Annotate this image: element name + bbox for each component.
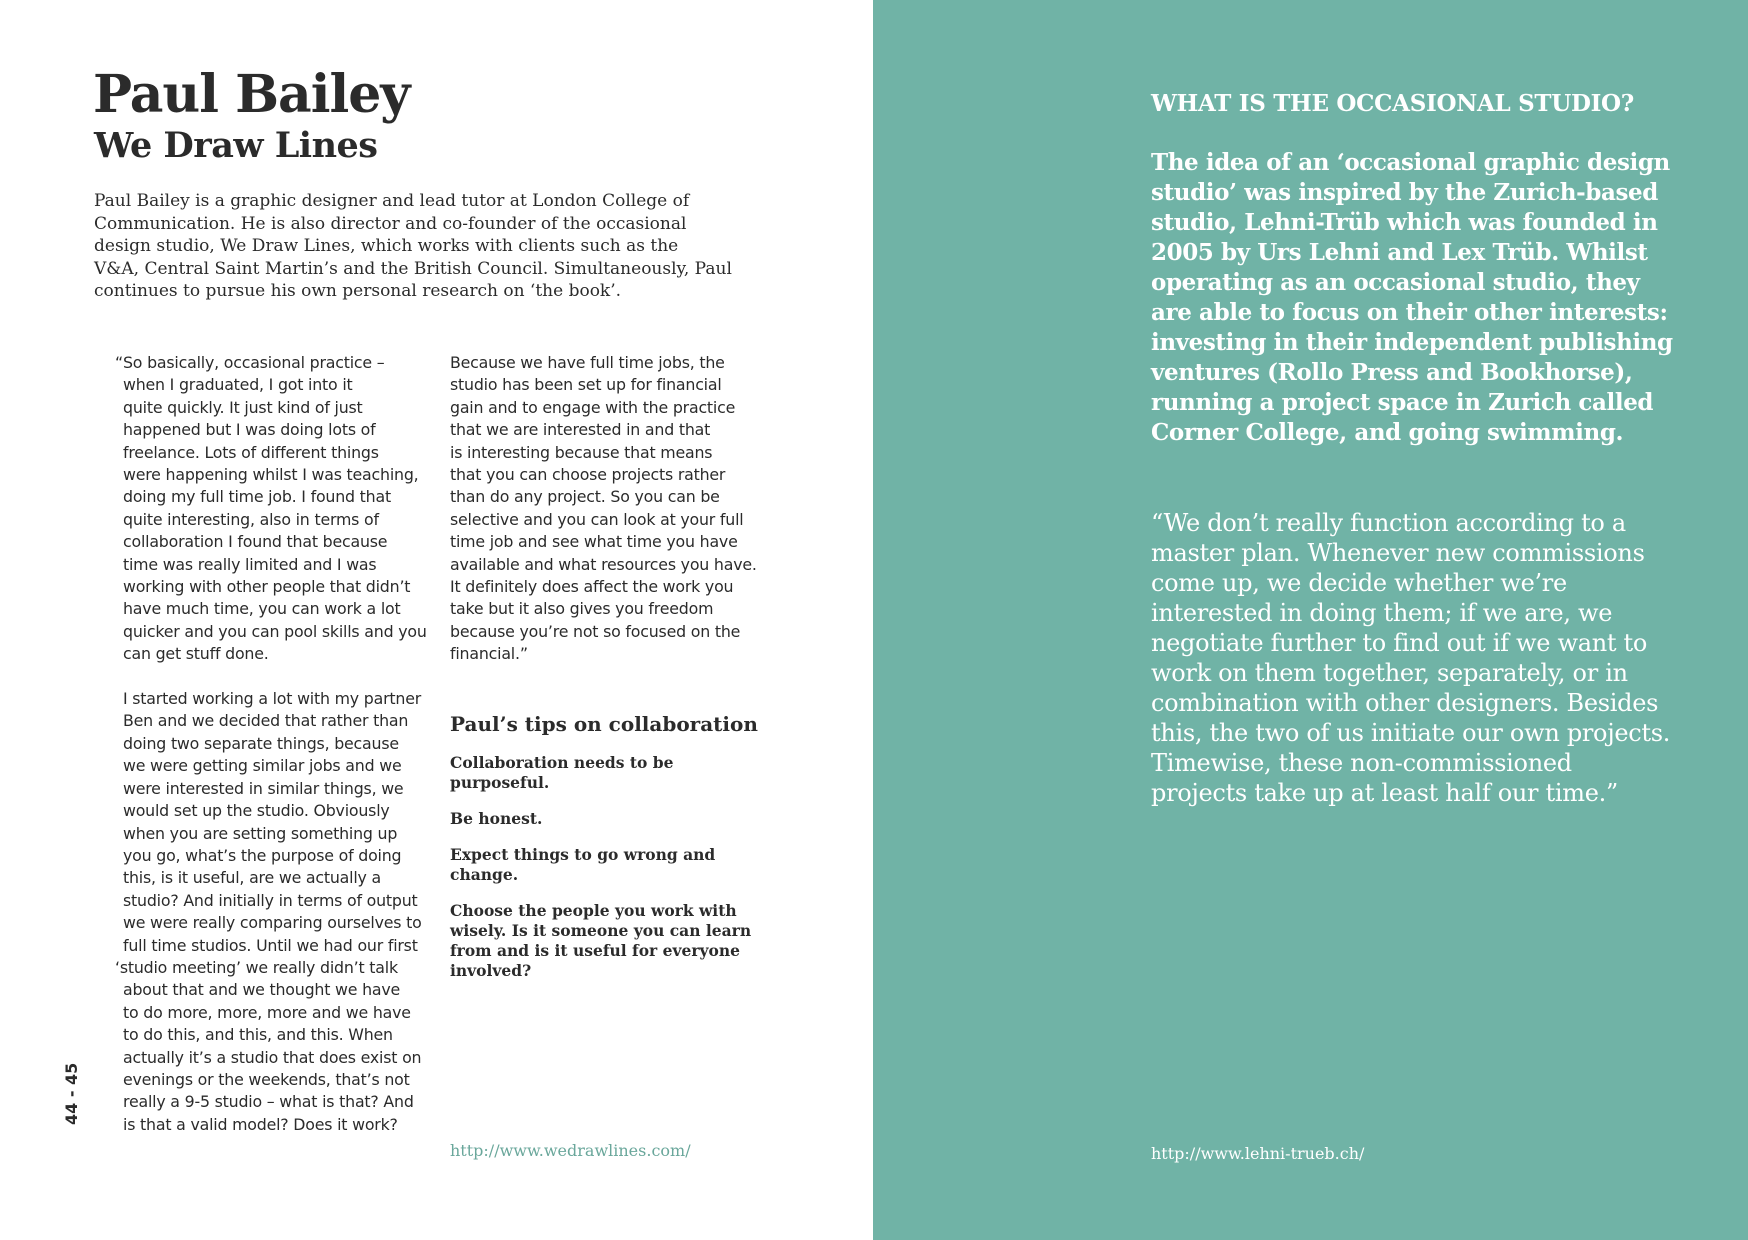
interview-line: have much time, you can work a lot bbox=[123, 599, 401, 619]
intro-line: V&A, Central Saint Martin’s and the British Council. Simultaneously, Paul bbox=[94, 258, 732, 279]
interview-line: were happening whilst I was teaching, bbox=[123, 465, 419, 485]
sidebar-body-line: studio, Lehni-Trüb which was founded in bbox=[1151, 209, 1658, 236]
sidebar-body bbox=[1151, 148, 1691, 448]
tip-line: Expect things to go wrong and bbox=[450, 845, 716, 864]
intro-line: design studio, We Draw Lines, which works with clients such as the bbox=[94, 236, 679, 256]
sidebar-quote-line: “We don’t really function according to a bbox=[1151, 509, 1626, 537]
interview-line: working with other people that didn’t bbox=[123, 577, 411, 597]
interview-line: that we are interested in and that bbox=[450, 420, 711, 440]
interview-line: full time studios. Until we had our first bbox=[123, 935, 418, 955]
sidebar-body-line: The idea of an ‘occasional graphic design bbox=[1151, 149, 1670, 176]
interview-line: available and what resources you have. bbox=[450, 554, 757, 574]
tip-item bbox=[450, 901, 780, 981]
interview-line: really a 9-5 studio – what is that? And bbox=[123, 1092, 414, 1112]
interview-line: actually it’s a studio that does exist on bbox=[123, 1047, 422, 1067]
interview-line: freelance. Lots of different things bbox=[123, 442, 379, 462]
interview-column-right bbox=[450, 352, 780, 666]
interview-line: quite interesting, also in terms of bbox=[123, 509, 379, 529]
interview-line: Ben and we decided that rather than bbox=[123, 711, 409, 731]
tip-line: involved? bbox=[450, 961, 532, 980]
sidebar-body-line: operating as an occasional studio, they bbox=[1151, 269, 1640, 296]
interview-line: Because we have full time jobs, the bbox=[450, 353, 725, 372]
interview-line: time was really limited and I was bbox=[123, 554, 377, 574]
intro-line: Communication. He is also director and co-founder of the occasional bbox=[94, 213, 687, 234]
sidebar-quote bbox=[1151, 508, 1711, 808]
interview-line: to do this, and this, and this. When bbox=[123, 1025, 393, 1045]
sidebar-body-line: ventures (Rollo Press and Bookhorse), bbox=[1151, 359, 1633, 386]
sidebar-body-line: investing in their independent publishing bbox=[1151, 329, 1673, 356]
interview-line: I started working a lot with my partner bbox=[123, 689, 422, 709]
interview-line: quicker and you can pool skills and you bbox=[123, 621, 427, 641]
page-title: Paul Bailey bbox=[93, 64, 410, 125]
interview-line: than do any project. So you can be bbox=[450, 487, 720, 507]
intro-paragraph bbox=[94, 190, 774, 303]
interview-line: happened but I was doing lots of bbox=[123, 420, 376, 440]
sidebar-quote-line: Timewise, these non-commissioned bbox=[1151, 749, 1572, 777]
sidebar-quote-line: combination with other designers. Besides bbox=[1151, 689, 1659, 717]
sidebar-body-line: studio’ was inspired by the Zurich-based bbox=[1151, 179, 1658, 206]
interview-line: doing my full time job. I found that bbox=[123, 487, 391, 507]
page-number: 44 - 45 bbox=[62, 1062, 81, 1125]
interview-line: studio has been set up for financial bbox=[450, 375, 722, 395]
interview-line: doing two separate things, because bbox=[123, 733, 399, 753]
interview-line: is that a valid model? Does it work? bbox=[123, 1114, 398, 1134]
tip-line: change. bbox=[450, 865, 519, 884]
tips-list bbox=[450, 753, 780, 997]
sidebar-quote-line: come up, we decide whether we’re bbox=[1151, 569, 1567, 597]
interview-line: It definitely does affect the work you bbox=[450, 577, 734, 597]
interview-line: we were getting similar jobs and we bbox=[123, 756, 402, 776]
interview-line: collaboration I found that because bbox=[123, 532, 388, 552]
paragraph-gap bbox=[123, 666, 443, 688]
sidebar-heading: WHAT IS THE OCCASIONAL STUDIO? bbox=[1151, 90, 1634, 117]
sidebar-quote-line: interested in doing them; if we are, we bbox=[1151, 599, 1613, 627]
sidebar-quote-line: work on them together, separately, or in bbox=[1151, 659, 1628, 687]
interview-line: we were really comparing ourselves to bbox=[123, 913, 422, 933]
interview-line: is interesting because that means bbox=[450, 442, 713, 462]
tip-line: Collaboration needs to be bbox=[450, 753, 674, 772]
tips-heading: Paul’s tips on collaboration bbox=[450, 712, 758, 736]
wedrawlines-link[interactable]: http://www.wedrawlines.com/ bbox=[450, 1141, 691, 1160]
sidebar-body-line: running a project space in Zurich called bbox=[1151, 389, 1654, 416]
sidebar-body-line: Corner College, and going swimming. bbox=[1151, 419, 1624, 446]
interview-line: “So basically, occasional practice – bbox=[115, 353, 385, 372]
interview-line: studio? And initially in terms of output bbox=[123, 890, 418, 910]
tip-line: Choose the people you work with bbox=[450, 901, 737, 920]
tip-line: Be honest. bbox=[450, 809, 543, 828]
sidebar-quote-line: master plan. Whenever new commissions bbox=[1151, 539, 1645, 567]
sidebar-quote-line: projects take up at least half our time.” bbox=[1151, 779, 1618, 807]
interview-line: this, is it useful, are we actually a bbox=[123, 868, 381, 888]
tip-line: wisely. Is it someone you can learn bbox=[450, 921, 752, 940]
tip-item bbox=[450, 845, 780, 885]
tip-item bbox=[450, 809, 780, 829]
interview-line: when I graduated, I got into it bbox=[123, 375, 353, 395]
page-subtitle: We Draw Lines bbox=[94, 125, 378, 166]
sidebar-quote-line: this, the two of us initiate our own projects. bbox=[1151, 719, 1671, 747]
sidebar-quote-line: negotiate further to find out if we want to bbox=[1151, 629, 1648, 657]
interview-line: because you’re not so focused on the bbox=[450, 621, 741, 641]
interview-line: when you are setting something up bbox=[123, 823, 398, 843]
interview-line: evenings or the weekends, that’s not bbox=[123, 1069, 410, 1089]
interview-line: about that and we thought we have bbox=[123, 980, 401, 1000]
tip-item bbox=[450, 753, 780, 793]
intro-line: Paul Bailey is a graphic designer and lead tutor at London College of bbox=[94, 191, 690, 211]
left-page bbox=[0, 0, 873, 1240]
interview-line: gain and to engage with the practice bbox=[450, 397, 736, 417]
intro-line: continues to pursue his own personal research on ‘the book’. bbox=[94, 281, 622, 301]
interview-line: time job and see what time you have bbox=[450, 532, 738, 552]
interview-line: were interested in similar things, we bbox=[123, 778, 404, 798]
interview-line: that you can choose projects rather bbox=[450, 465, 726, 485]
interview-line: to do more, more, more and we have bbox=[123, 1002, 411, 1022]
sidebar-body-line: 2005 by Urs Lehni and Lex Trüb. Whilst bbox=[1151, 239, 1648, 266]
interview-line: selective and you can look at your full bbox=[450, 509, 744, 529]
lehni-trueb-link[interactable]: http://www.lehni-trueb.ch/ bbox=[1151, 1144, 1365, 1163]
interview-line: financial.” bbox=[450, 644, 528, 664]
interview-line: take but it also gives you freedom bbox=[450, 599, 714, 619]
sidebar-body-line: are able to focus on their other interests: bbox=[1151, 299, 1668, 326]
tip-line: purposeful. bbox=[450, 773, 550, 792]
interview-line: would set up the studio. Obviously bbox=[123, 801, 390, 821]
interview-line: can get stuff done. bbox=[123, 644, 269, 664]
interview-line: quite quickly. It just kind of just bbox=[123, 397, 363, 417]
interview-column-left bbox=[115, 352, 443, 1136]
tip-line: from and is it useful for everyone bbox=[450, 941, 740, 960]
interview-line: you go, what’s the purpose of doing bbox=[123, 845, 402, 865]
interview-line: ‘studio meeting’ we really didn’t talk bbox=[115, 957, 398, 977]
